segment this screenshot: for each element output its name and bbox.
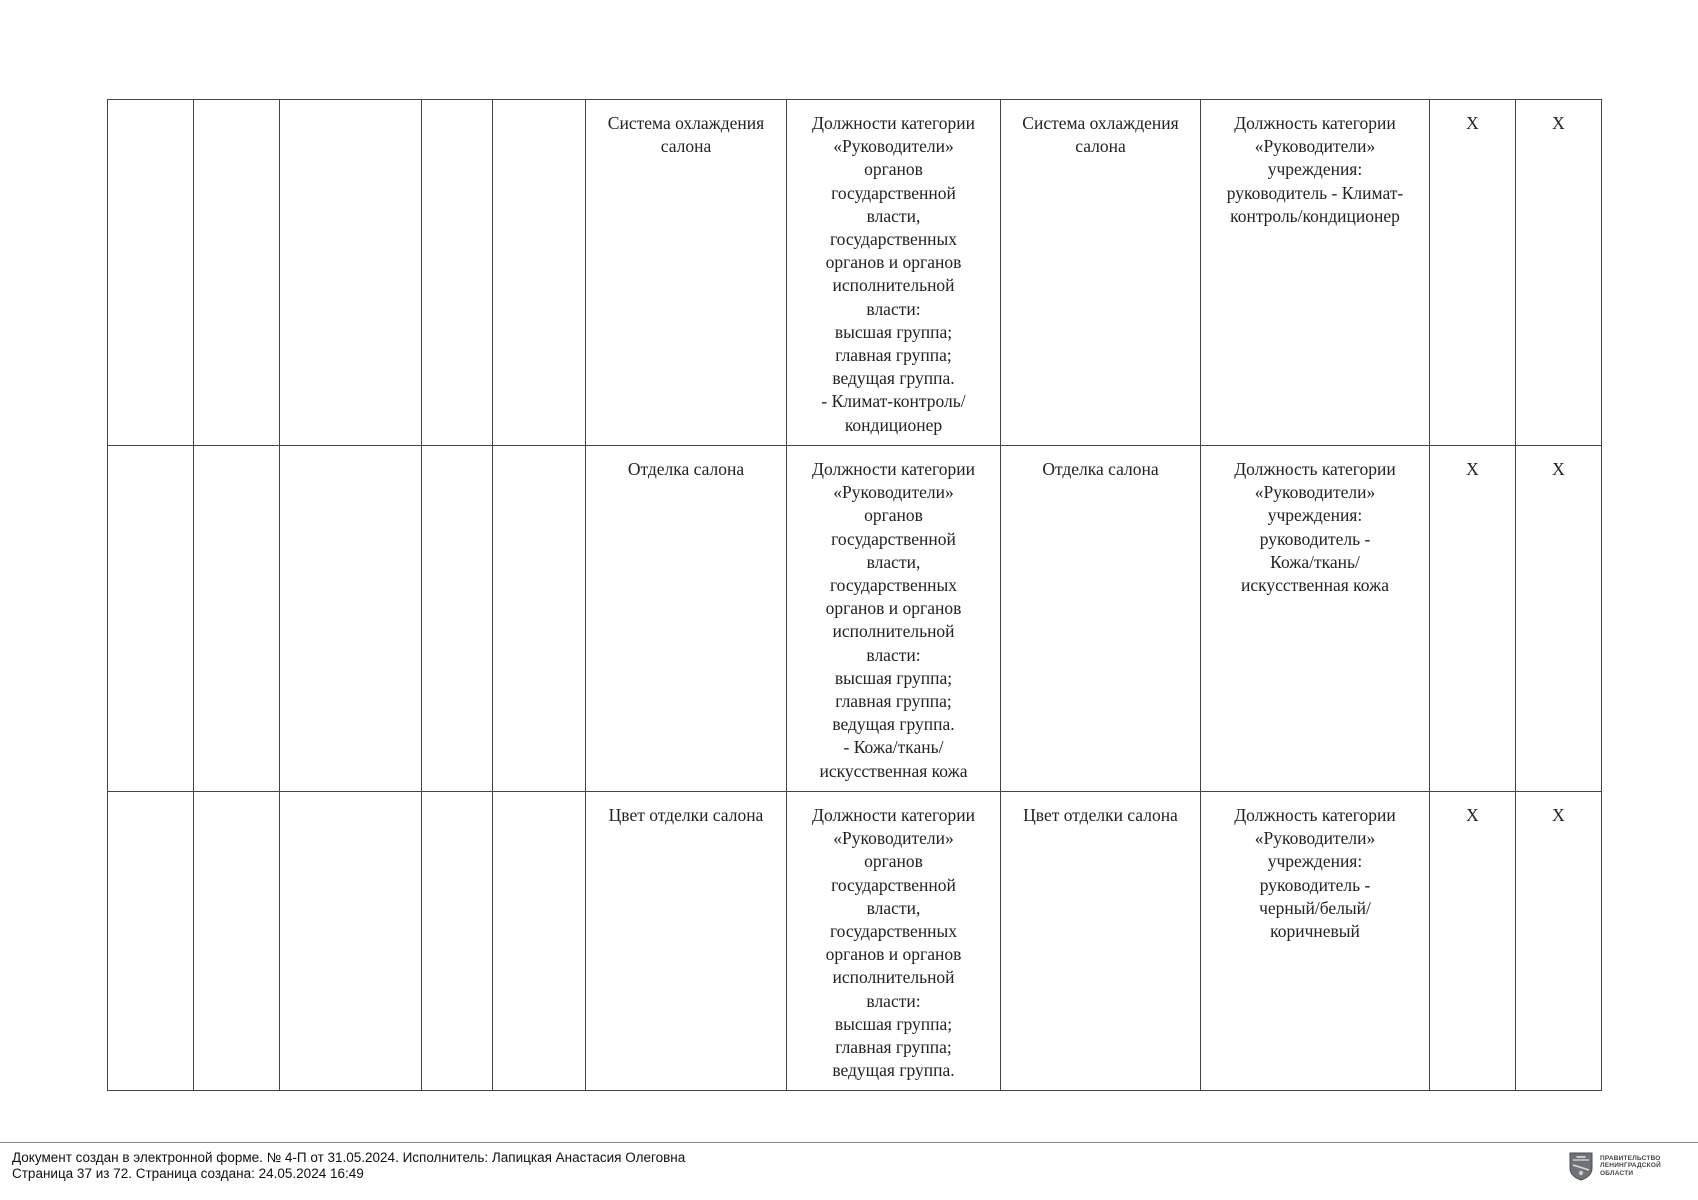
mark-cell: X (1516, 792, 1602, 1091)
positions-cell: Должность категории «Руководители» учреждения: руководитель - Климат- контроль/кондиционер (1201, 100, 1430, 446)
logo-caption-line: ПРАВИТЕЛЬСТВО (1600, 1154, 1661, 1162)
table-cell (280, 100, 422, 446)
characteristic-name-cell: Цвет отделки салона (586, 792, 787, 1091)
positions-cell: Должности категории «Руководители» органов государственной власти, государственных органов и органов исполнительной власти: высшая группа; главная группа; ведущая группа. - Кожа/ткань/ искусственная кожа (787, 446, 1001, 792)
characteristic-name-cell: Система охлаждения салона (1001, 100, 1201, 446)
mark-cell: X (1430, 792, 1516, 1091)
table-row (108, 792, 1602, 1091)
document-table (107, 99, 1602, 1091)
logo-caption-line: ЛЕНИНГРАДСКОЙ (1600, 1162, 1661, 1170)
table-cell (108, 446, 194, 792)
table-cell (280, 792, 422, 1091)
logo-caption (1600, 1155, 1661, 1178)
positions-cell: Должность категории «Руководители» учреждения: руководитель - Кожа/ткань/ искусственная кожа (1201, 446, 1430, 792)
table-cell (108, 100, 194, 446)
mark-cell: X (1516, 100, 1602, 446)
table-row (108, 446, 1602, 792)
positions-cell: Должность категории «Руководители» учреждения: руководитель - черный/белый/ коричневый (1201, 792, 1430, 1091)
document-footer (12, 1150, 685, 1182)
table-row (108, 100, 1602, 446)
table-cell (493, 100, 586, 446)
table-cell (422, 100, 493, 446)
mark-cell: X (1516, 446, 1602, 792)
logo-caption-line: ОБЛАСТИ (1600, 1169, 1634, 1177)
table-cell (422, 792, 493, 1091)
mark-cell: X (1430, 446, 1516, 792)
characteristic-name-cell: Цвет отделки салона (1001, 792, 1201, 1091)
positions-cell: Должности категории «Руководители» органов государственной власти, государственных органов и органов исполнительной власти: высшая группа; главная группа; ведущая группа. (787, 792, 1001, 1091)
table-cell (194, 100, 280, 446)
characteristic-name-cell: Система охлаждения салона (586, 100, 787, 446)
footer-divider (0, 1142, 1698, 1143)
table-cell (422, 446, 493, 792)
table-cell (108, 792, 194, 1091)
table-cell (194, 792, 280, 1091)
government-logo (1568, 1151, 1661, 1181)
positions-cell: Должности категории «Руководители» органов государственной власти, государственных органов и органов исполнительной власти: высшая группа; главная группа; ведущая группа. - Климат-контроль/ кондиционер (787, 100, 1001, 446)
table-cell (194, 446, 280, 792)
characteristic-name-cell: Отделка салона (1001, 446, 1201, 792)
mark-cell: X (1430, 100, 1516, 446)
table-cell (280, 446, 422, 792)
footer-document-info: Документ создан в электронной форме. № 4-П от 31.05.2024. Исполнитель: Лапицкая Анастасия Олеговна (12, 1150, 686, 1165)
characteristic-name-cell: Отделка салона (586, 446, 787, 792)
table-cell (493, 792, 586, 1091)
table-cell (493, 446, 586, 792)
coat-of-arms-icon (1568, 1151, 1594, 1181)
footer-page-info: Страница 37 из 72. Страница создана: 24.05.2024 16:49 (12, 1166, 364, 1181)
